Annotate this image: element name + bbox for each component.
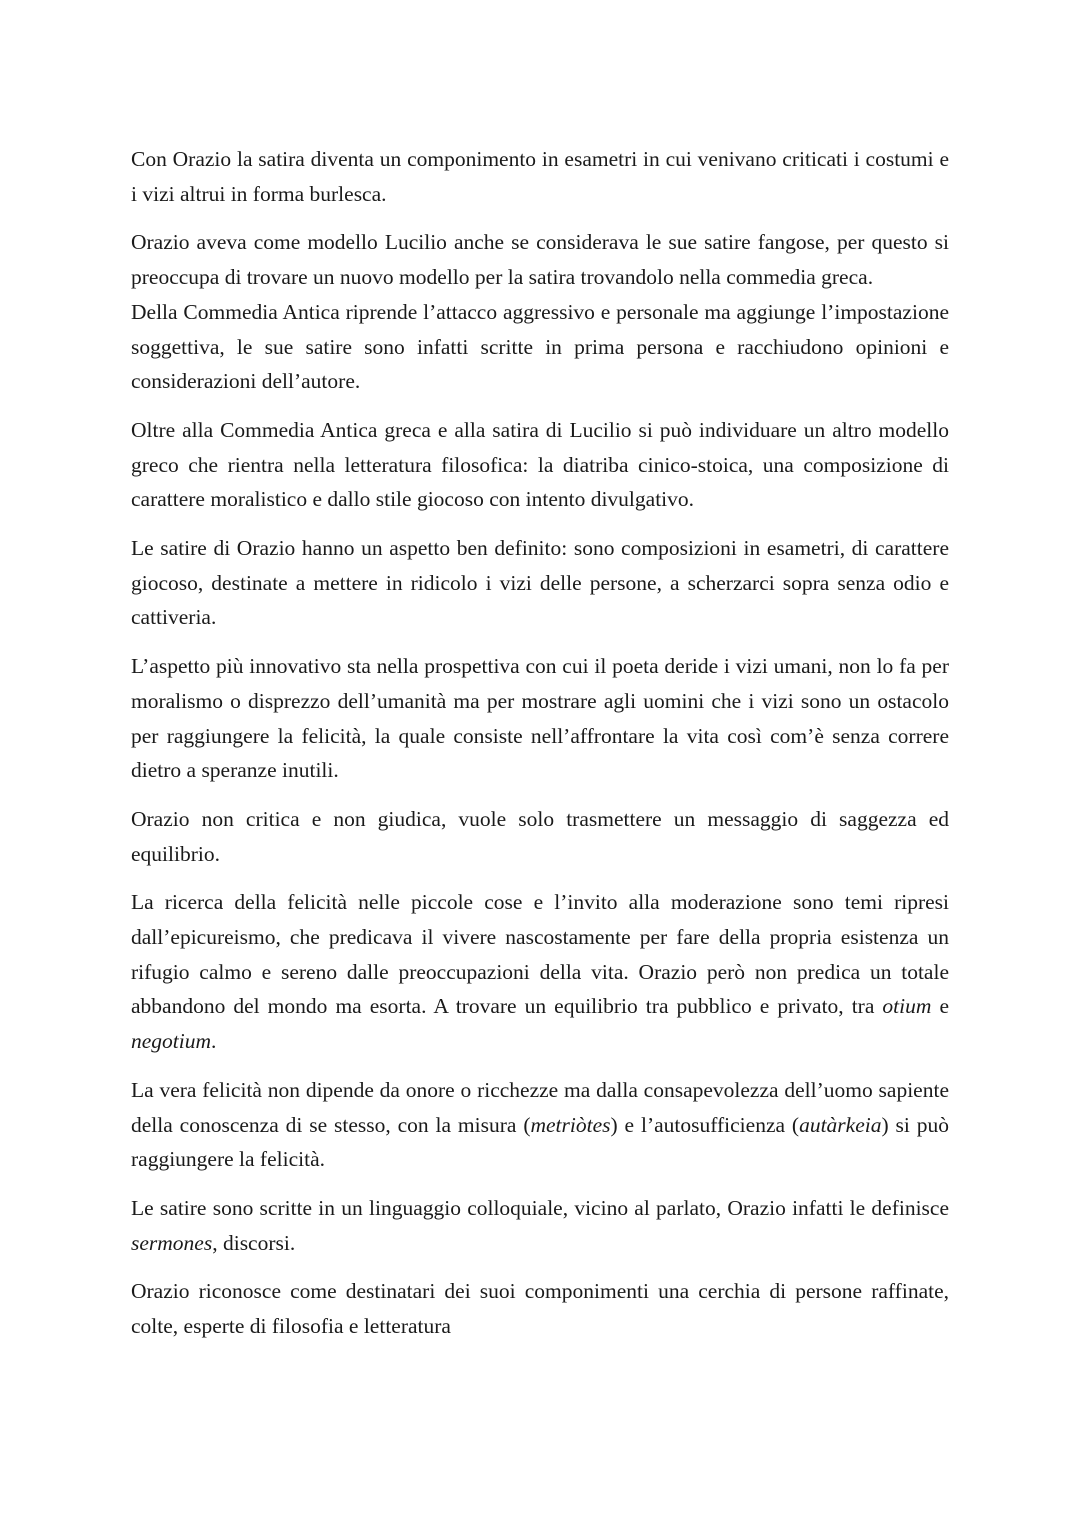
paragraph-true-happiness-text-c: ) si può raggiungere la felicità. [131, 1112, 949, 1172]
document-page [131, 142, 949, 1358]
paragraph-epicureanism [131, 885, 949, 1059]
paragraph-diatriba: Oltre alla Commedia Antica greca e alla satira di Lucilio si può individuare un altro modello greco che rientra nella letteratura filosofica: la diatriba cinico-stoica, una composizione di carattere moralistico e dallo stile giocoso con intento divulgativo. [131, 417, 949, 512]
term-negotium: negotium [131, 1029, 212, 1054]
term-autarkeia: autàrkeia [799, 1112, 882, 1137]
paragraph-language-text-a: Le satire sono scritte in un linguaggio colloquiale, vicino al parlato, Orazio infatti le definisce [131, 1195, 949, 1220]
paragraph-satire-aspect: Le satire di Orazio hanno un aspetto ben definito: sono composizioni in esametri, di carattere giocoso, destinate a mettere in ridicolo i vizi delle persone, a scherzarci sopra senza odio e cattiveria. [131, 536, 949, 630]
paragraph-true-happiness [131, 1073, 949, 1177]
paragraph-commedia-antica: Della Commedia Antica riprende l’attacco aggressivo e personale ma aggiunge l’impostazione soggettiva, le sue satire sono infatti scritte in prima persona e racchiudono opinioni e considerazioni dell’autore. [131, 299, 949, 394]
term-sermones: sermones [131, 1230, 213, 1255]
paragraph-epicureanism-text-b: e [931, 994, 949, 1019]
paragraph-epicureanism-text-c: . [211, 1029, 217, 1054]
term-metriotes: metriòtes [530, 1112, 611, 1137]
paragraph-audience: Orazio riconosce come destinatari dei suoi componimenti una cerchia di persone raffinate, colte, esperte di filosofia e letteratura [131, 1279, 949, 1339]
term-otium: otium [882, 994, 932, 1019]
paragraph-lucilio-model: Orazio aveva come modello Lucilio anche se considerava le sue satire fangose, per questo si preoccupa di trovare un nuovo modello per la satira trovandolo nella commedia greca. [131, 230, 949, 290]
paragraph-intro: Con Orazio la satira diventa un componimento in esametri in cui venivano criticati i costumi e i vizi altrui in forma burlesca. [131, 147, 949, 206]
paragraph-wisdom-message: Orazio non critica e non giudica, vuole solo trasmettere un messaggio di saggezza ed equilibrio. [131, 806, 949, 866]
paragraph-epicureanism-text-a: La ricerca della felicità nelle piccole cose e l’invito alla moderazione sono temi ripresi dall’epicureismo, che predicava il vivere nascostamente per fare della propria esistenza un rifugio calmo e sereno dalle preoccupazioni della vita. Orazio però non predica un totale abbandono del mondo ma esorta. A trovare un equilibrio tra pubblico e privato, tra [131, 890, 949, 1019]
paragraph-language-text-b: , discorsi. [212, 1230, 296, 1255]
paragraph-language [131, 1191, 949, 1260]
paragraph-innovative-aspect: L’aspetto più innovativo sta nella prospettiva con cui il poeta deride i vizi umani, non lo fa per moralismo o disprezzo dell’umanità ma per mostrare agli uomini che i vizi sono un ostacolo per raggiungere la felicità, la quale consiste nell’affrontare la vita così com’è senza correre dietro a speranze inutili. [131, 654, 949, 783]
paragraph-true-happiness-text-a: La vera felicità non dipende da onore o ricchezze ma dalla consapevolezza dell’uomo sapiente della conoscenza di se stesso, con la misura ( [131, 1077, 949, 1137]
paragraph-true-happiness-text-b: ) e l’autosufficienza ( [610, 1112, 800, 1137]
